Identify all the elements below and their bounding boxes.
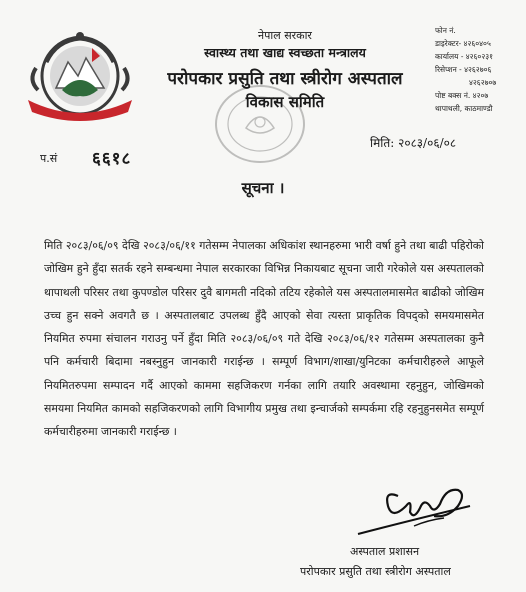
- signatory-organization: परोपकार प्रसुति तथा स्त्रीरोग अस्पताल: [300, 565, 451, 578]
- hospital-name: परोपकार प्रसुति तथा स्त्रीरोग अस्पताल: [167, 69, 403, 89]
- contact-block: [435, 24, 496, 115]
- contact-line: डाइरेक्टर- ४२६०४०५: [435, 39, 491, 48]
- signatory-role: अस्पताल प्रशासन: [350, 545, 420, 558]
- government-name: नेपाल सरकार: [258, 29, 312, 42]
- letter-date: मिति: २०८३/०६/०८: [370, 136, 457, 150]
- committee-name: विकास समिति: [245, 93, 325, 111]
- reference-label: प.सं: [40, 152, 58, 165]
- notice-body: [44, 234, 484, 444]
- reference-number: ६६१८: [92, 149, 132, 169]
- ministry-name: स्वास्थ्य तथा खाद्य स्वच्छता मन्त्रालय: [204, 45, 366, 60]
- contact-line: पोष्ट बक्स नं. ४२०७: [435, 91, 489, 100]
- contact-line: थापाथली, काठमाण्डौ: [435, 104, 493, 113]
- notice-title: सूचना ।: [241, 179, 285, 197]
- contact-line: रिसेप्शन - ४२६२७०६: [435, 65, 492, 74]
- notice-paragraph: मिति २०८३/०६/०९ देखि २०८३/०६/११ गतेसम्म नेपालका अधिकांश स्थानहरुमा भारी वर्षा हुने तथा बाढी पहिरोको जोखिम हुने हुँदा सतर्क रहने सम्बन्धमा नेपाल सरकारका विभिन्न निकायबाट सूचना जारी गरेकोले यस अस्पतालको थापाथली परिसर तथा कुपण्डोल परिसर दुवै बागमती नदिको तटिय रहेकोले यस अस्पतालमासमेत बाढीको जोखिम उच्च हुन सक्ने अवगतै छ । अस्पतालबाट उपलब्ध हुँदै आएको सेवा त्यस्ता प्राकृतिक विपद्को समयमासमेत नियमित रुपमा संचालन गराउनु पर्ने हुँदा मिति २०८३/०६/०९ गते देखि २०८३/०६/१२ गतेसम्म अस्पतालका कुनै पनि कर्मचारी बिदामा नबस्नुहुन जानकारी गराईन्छ । सम्पूर्ण विभाग/शाखा/युनिटका कर्मचारीहरुले आफूले नियमितरुपमा सम्पादन गर्दै आएको काममा सहजिकरण गर्नका लागि तयारि अवस्थामा रहनुहुन, जोखिमको समयमा नियमित कामको सहजिकरणको लागि विभागीय प्रमुख तथा इन्चार्जको सम्पर्कमा रहि रहनुहुनसमेत सम्पूर्ण कर्मचारीहरुमा जानकारी गराईन्छ ।: [44, 239, 484, 439]
- nepal-emblem-icon: [22, 30, 138, 126]
- contact-line: ४२६२७०७: [469, 78, 497, 87]
- signature-icon: [354, 476, 474, 540]
- contact-line: कार्यालय - ४२६०२३१: [435, 52, 494, 61]
- contact-line: फोन नं.: [435, 26, 456, 35]
